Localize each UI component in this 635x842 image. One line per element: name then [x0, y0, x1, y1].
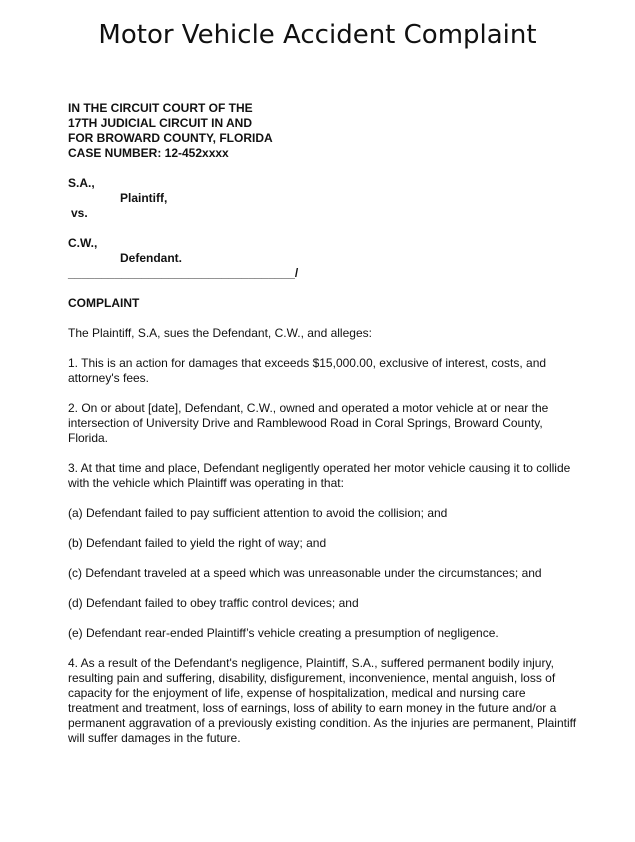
versus-label: vs.	[71, 206, 88, 220]
allegation-d: (d) Defendant failed to obey traffic control devices; and	[68, 596, 359, 610]
paragraph-2: 2. On or about [date], Defendant, C.W., owned and operated a motor vehicle at or near the intersection of University Drive and Ramblewood Road in Coral Springs, Broward County, Florida.	[68, 401, 549, 445]
paragraph-1: 1. This is an action for damages that exceeds $15,000.00, exclusive of interest, costs, and attorney's fees.	[68, 356, 547, 385]
party-caption	[68, 176, 578, 281]
allegation-c: (c) Defendant traveled at a speed which was unreasonable under the circumstances; and	[68, 566, 542, 580]
complaint-document	[68, 101, 578, 761]
intro-paragraph: The Plaintiff, S.A, sues the Defendant, C.W., and alleges:	[68, 326, 372, 340]
plaintiff-label: Plaintiff,	[120, 191, 168, 205]
court-caption	[68, 101, 578, 161]
court-line-2: 17TH JUDICIAL CIRCUIT IN AND	[68, 116, 253, 130]
allegation-a: (a) Defendant failed to pay sufficient attention to avoid the collision; and	[68, 506, 448, 520]
court-line-3: FOR BROWARD COUNTY, FLORIDA	[68, 131, 273, 145]
defendant-line	[68, 251, 578, 266]
plaintiff-name: S.A.,	[68, 176, 95, 190]
signature-line: __________________________________/	[68, 266, 299, 280]
paragraph-4: 4. As a result of the Defendant's negligence, Plaintiff, S.A., suffered permanent bodily injury, resulting pain and suffering, disability, disfigurement, inconvenience, mental anguish, loss of capacity for the enjoyment of life, expense of hospitalization, medical and nursing care treatment and treatment, loss of earnings, loss of ability to earn money in the future and/or a permanent aggravation of a previously existing condition. As the injuries are permanent, Plaintiff will suffer damages in the future.	[68, 656, 577, 745]
allegation-b: (b) Defendant failed to yield the right of way; and	[68, 536, 327, 550]
case-number: CASE NUMBER: 12-452xxxx	[68, 146, 229, 160]
complaint-heading: COMPLAINT	[68, 296, 140, 310]
allegation-e: (e) Defendant rear-ended Plaintiff’s vehicle creating a presumption of negligence.	[68, 626, 499, 640]
document-title: Motor Vehicle Accident Complaint	[98, 20, 537, 50]
versus-line	[68, 206, 578, 221]
court-line-1: IN THE CIRCUIT COURT OF THE	[68, 101, 253, 115]
plaintiff-line	[68, 191, 578, 206]
paragraph-3: 3. At that time and place, Defendant negligently operated her motor vehicle causing it to collide with the vehicle which Plaintiff was operating in that:	[68, 461, 571, 490]
defendant-name: C.W.,	[68, 236, 98, 250]
defendant-label: Defendant.	[120, 251, 183, 265]
